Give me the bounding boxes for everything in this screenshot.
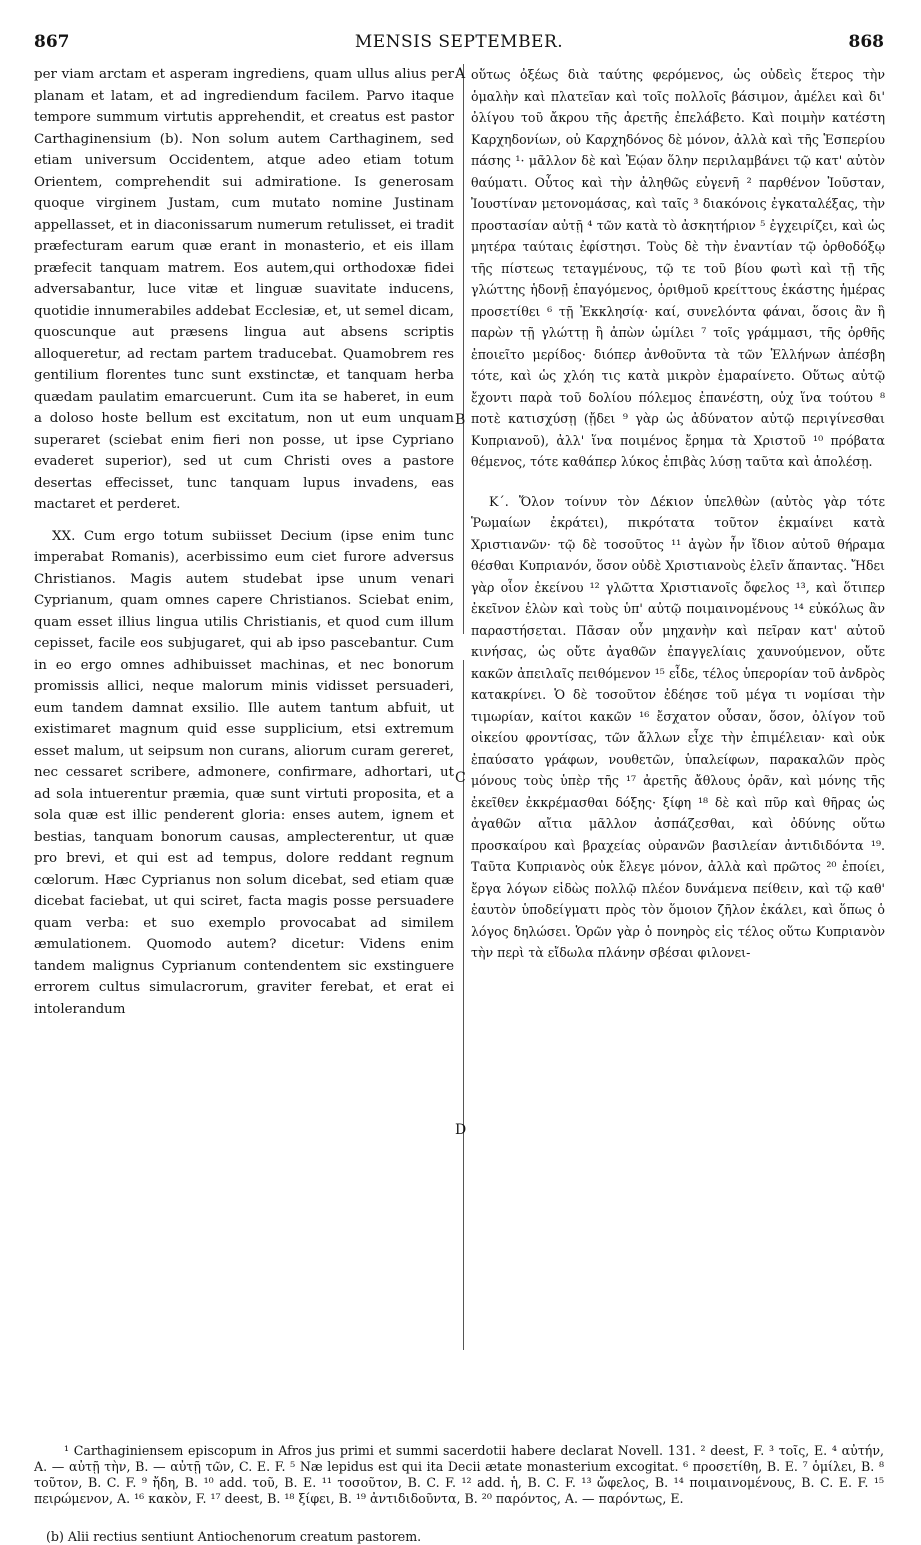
greek-paragraph-2: Κ΄. Ὅλον τοίνυν τὸν Δέκιον ὑπελθὼν (αὐτὸς γὰρ τότε Ῥωμαίων ἐκράτει), πικρότατα τοῦτον ἐκμαίνει κατὰ Χριστιανῶν· τῷ δὲ τοσοῦτος ¹¹ ἀγὼν ἦν ἴδιον αὐτοῦ θήραμα θέσθαι Κυπριανόν, ὅσον οὐδὲ Χριστιανοὺς ἑλεῖν ἅπαντας. Ἤδει γὰρ οἷον ἐκείνου ¹² γλῶττα Χριστιανοῖς ὄφελος ¹³, καὶ ὅτιπερ ἐκεῖνον ἑλὼν καὶ τοὺς ὑπ' αὐτῷ ποιμαινομένους ¹⁴ εὐκόλως ἂν παραστήσεται. Πᾶσαν οὖν μηχανὴν καὶ πεῖραν κατ' αὐτοῦ κινήσας, ὡς οὔτε ἀγαθῶν ἐπαγγελίαις χαυνούμενον, οὔτε κακῶν ἀπειλαῖς πειθόμενον ¹⁵ εἶδε, τέλος ὑπερορίαν τοῦ ἀνδρὸς κατακρίνει. Ὁ δὲ τοσοῦτον ἐδέησε τοῦ μέγα τι νομίσαι τὴν τιμωρίαν, καίτοι κακῶν ¹⁶ ἔσχατον οὖσαν, ὅσον, ὀλίγον τοῦ οἰκείου φροντίσας, τῶν ἄλλων εἶχε τὴν ἐπιμέλειαν· καὶ οὐκ ἐπαύσατο γράφων, νουθετῶν, ὑπαλείφων, παρακαλῶν πρὸς μόνους τοὺς ὑπὲρ τῆς ¹⁷ ἀρετῆς ἄθλους ὁρᾶν, καὶ μόνης τῆς ἐκεῖθεν ἐκκρέμασθαι δόξης· ξίφη ¹⁸ δὲ καὶ πῦρ καὶ θῆρας ὡς ἀγαθῶν αἴτια μᾶλλον ἀσπάζεσθαι, καὶ ὀδύνης οὕτω προσκαίρου καὶ βραχείας οὐρανῶν βασιλείαν ἀντιδιδόντα ¹⁹. Ταῦτα Κυπριανὸς οὐκ ἔλεγε μόνον, ἀλλὰ καὶ πρῶτος ²⁰ ἐποίει, ἔργα λόγων εἰδὼς πολλῷ πλέον δυνάμενα πείθειν, καὶ τῷ καθ' ἑαυτὸν ὑποδείγματι πρὸς τὸν ὅμοιον ζῆλον ἐκάλει, καὶ ὅπως ὁ λόγος δηλώσει. Ὁρῶν γὰρ ὁ πονηρὸς εἰς τέλος οὕτω Κυπριανὸν τὴν περὶ τὰ εἴδωλα πλάνην σβέσαι φιλονει-: [471, 493, 885, 960]
latin-paragraph-1: per viam arctam et asperam ingrediens, quam ullus alius per planam et latam, et ad ingrediendum facilem. Parvo itaque tempore summum virtutis apprehendit, et creatus est pastor Carthaginensium (b). Non solum autem Carthaginem, sed etiam universum Occidentem, atque adeo etiam totum Orientem, comprehendit sui admiratione. Is generosam quoque virginem Justam, cum mutato nomine Justinam appellasset, et in diaconissarum numerum retulisset, ei tradit præfecturam earum quæ erant in monasterio, et eis illam præfecit tanquam matrem. Eos autem,qui orthodoxæ fidei adversabantur, luce vitæ et linguæ suavitate inducens, quotidie innumerabiles addebat Ecclesiæ, et, ut semel dicam, quoscunque aut præsens lingua aut absens scriptis alloqueretur, ad rectam partem traducebat. Quamobrem res gentilium florentes tunc sunt exstinctæ, et tanquam herba quædam paulatim emarcuerunt. Cum ita se haberet, in eum a doloso hoste bellum est excitatum, non ut eum unquam superaret (sciebat enim fieri non posse, ut ipse Cypriano evaderet superior), sed ut cum Christi oves a pastore desertas effecisset, tunc tanquam lupus invadens, eas mactaret et perderet.: [34, 67, 454, 512]
latin-paragraph-2: XX. Cum ergo totum subiisset Decium (ipse enim tunc imperabat Romanis), acerbissimo eum ciet furore adversus Christianos. Magis autem studebat ipse unum venari Cyprianum, quam omnes capere Christianos. Sciebat enim, quam esset illius lingua utilis Christianis, et quod cum illum cepisset, facile eos subjugaret, qui ab ipso pascebantur. Cum in eo ergo omnes adhibuisset machinas, et nec bonorum promissis allici, neque malorum minis vidisset persuaderi, eum tandem damnat exsilio. Ille autem tantum abfuit, ut existimaret magnum quid esse supplicium, etsi extremum esset malum, ut seipsum non curans, aliorum curam gereret, nec cessaret scribere, admonere, confirmare, adhortari, ut ad sola intuerentur præmia, quæ sunt virtuti proposita, et a sola quæ est illic penderent gloria: enses autem, ignem et bestias, tanquam bonorum causas, amplecterentur, ut quæ pro brevi, et qui est ad tempus, dolore reddant regnum cœlorum. Hæc Cyprianus non solum dicebat, sed etiam quæ dicebat faciebat, ut qui sciret, facta magis posse persuadere quam verba: et suo exemplo provocabat ad similem æmulationem. Quomodo autem? dicetur: Videns enim tandem malignus Cyprianum contendentem sic exstinguere errorem cultus simulacrorum, graviter ferebat, et erat ei intolerandum: [34, 528, 454, 1017]
section-marker-d: D: [455, 1122, 467, 1138]
editor-note-b: (b) Alii rectius sentiunt Antiochenorum creatum pastorem.: [46, 1529, 422, 1544]
greek-column: [471, 64, 885, 964]
column-divider-upper: [463, 64, 464, 634]
section-marker-c: C: [455, 770, 466, 786]
running-title: MENSIS SEPTEMBER.: [354, 32, 564, 52]
section-marker-a: A: [455, 66, 466, 82]
greek-paragraph-1: οὕτως ὀξέως διὰ ταύτης φερόμενος, ὡς οὐδεὶς ἕτερος τὴν ὁμαλὴν καὶ πλατεῖαν καὶ τοῖς πολλοῖς βάσιμον, ἀμέλει καὶ δι' ὀλίγου τοῦ ἄκρου τῆς ἀρετῆς ἐπελάβετο. Καὶ ποιμὴν κατέστη Καρχηδονίων, οὐ Καρχηδόνος δὲ μόνον, ἀλλὰ καὶ τῆς Ἑσπερίου πάσης ¹· μᾶλλον δὲ καὶ Ἑῴαν ὅλην περιλαμβάνει τῷ κατ' αὐτὸν θαύματι. Οὗτος καὶ τὴν ἀληθῶς εὐγενῆ ² παρθένον Ἰοῦσταν, Ἰουστίναν μετονομάσας, καὶ ταῖς ³ διακόνοις ἐγκαταλέξας, τὴν προστασίαν αὐτῇ ⁴ τῶν κατὰ τὸ ἀσκητήριον ⁵ ἐγχειρίζει, καὶ ὡς μητέρα ταύταις ἐφίστησι. Τοὺς δὲ τὴν ἐναντίαν τῷ ὀρθοδόξῳ τῆς πίστεως τεταγμένους, τῷ τε τοῦ βίου φωτὶ καὶ τῇ τῆς γλώττης ἡδονῇ ἐπαγόμενος, ὁριθμοῦ κρείττους ἑκάστης ἡμέρας προσετίθει ⁶ τῇ Ἐκκλησίᾳ· καί, συνελόντα φάναι, ὅσοις ἂν ἢ παρὼν τῇ γλώττῃ ἢ ἀπὼν ὡμίλει ⁷ τοῖς γράμμασι, τῆς ὀρθῆς ἐποιεῖτο μερίδος· διόπερ ἀνθοῦντα τὰ τῶν Ἑλλήνων ἀπέσβη τότε, καὶ ὡς χλόη τις κατὰ μικρὸν ἐμαραίνετο. Οὕτως αὐτῷ ἔχοντι παρὰ τοῦ δολίου πόλεμος ἐπανέστη, οὐχ ἵνα τούτου ⁸ ποτὲ κατισχύσῃ (ᾔδει ⁹ γὰρ ὡς ἀδύνατον αὐτῷ περιγίνεσθαι Κυπριανοῦ), ἀλλ' ἵνα ποιμένος ἔρημα τὰ Χριστοῦ ¹⁰ πρόβατα θέμενος, τότε καθάπερ λύκος ἐπιβὰς λύσῃ ταῦτα καὶ ἀπολέσῃ.: [471, 67, 885, 469]
latin-column: [34, 64, 454, 1020]
column-divider-lower: [463, 660, 464, 1350]
critical-apparatus-notes: ¹ Carthaginiensem episcopum in Afros jus primi et summi sacerdotii habere declarat Novell. 131. ² deest, F. ³ τοῖς, E. ⁴ αὐτήν, A. — αὐτῇ τὴν, B. — αὐτῇ τῶν, C. E. F. ⁵ Næ lepidus est qui ita Decii ætate monasterium excogitat. ⁶ προσετίθη, B. E. ⁷ ὁμίλει, B. ⁸ τοῦτον, B. C. F. ⁹ ἤδη, B. ¹⁰ add. τοῦ, B. E. ¹¹ τοσοῦτον, B. C. F. ¹² add. ἡ, B. C. F. ¹³ ὤφελος, B. ¹⁴ ποιμαινομένους, B. C. E. F. ¹⁵ πειρώμενον, A. ¹⁶ κακὸν, F. ¹⁷ deest, B. ¹⁸ ξίφει, B. ¹⁹ ἀντιδιδοῦντα, B. ²⁰ παρόντος, A. — παρόντως, E.: [34, 1443, 884, 1506]
running-header: [34, 32, 884, 60]
section-marker-b: B: [455, 412, 466, 428]
left-page-number: 867: [34, 32, 70, 52]
right-page-number: 868: [848, 32, 884, 52]
footnotes: [34, 1443, 884, 1545]
